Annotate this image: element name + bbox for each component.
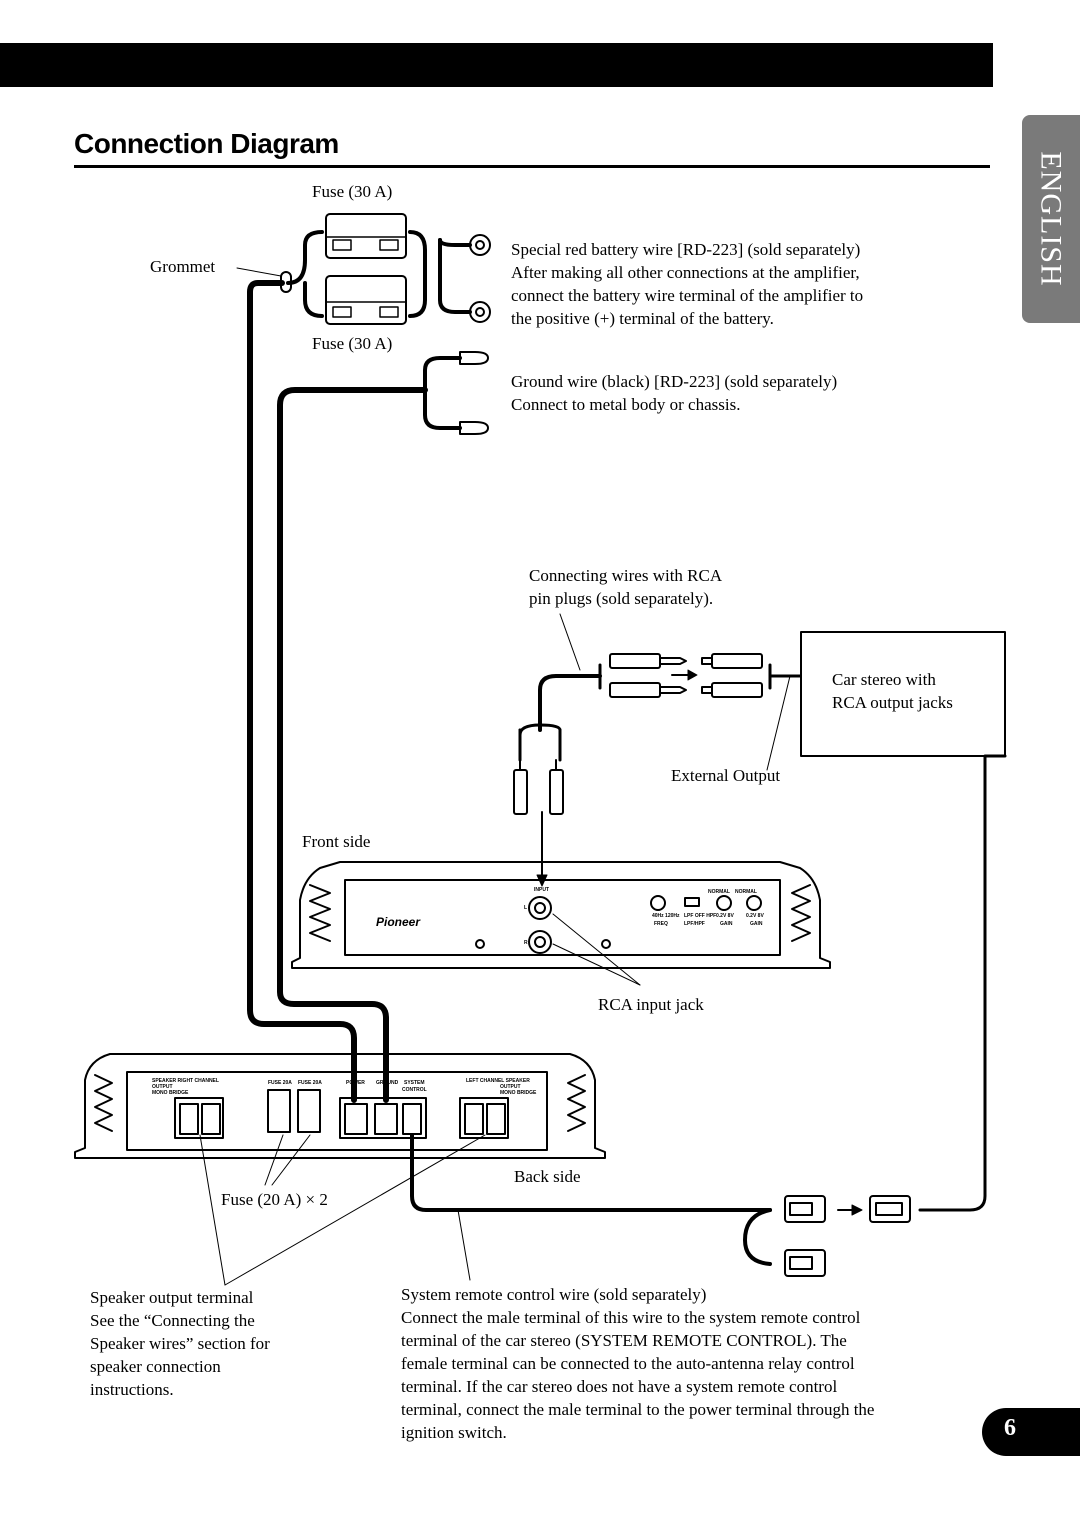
remote-line: terminal. If the car stereo does not have a system remote control	[401, 1377, 838, 1396]
rca-wires-line: pin plugs (sold separately).	[529, 589, 714, 608]
red-wire-line: Special red battery wire [RD-223] (sold separately)	[511, 240, 861, 259]
remote-wire-note	[401, 1283, 991, 1444]
amp-gain-r: GAIN	[750, 921, 763, 927]
page-number: 6	[1004, 1415, 1016, 1441]
amp-gain-values: 0.2V 8V	[716, 913, 734, 919]
grommet-label: Grommet	[150, 257, 216, 276]
front-side-label: Front side	[302, 832, 371, 851]
amp-gain-l: GAIN	[720, 921, 733, 927]
back-speaker-right: SPEAKER RIGHT CHANNEL	[152, 1078, 219, 1084]
language-tab-label: ENGLISH	[1035, 151, 1069, 287]
speaker-line: Speaker wires” section for	[90, 1334, 270, 1353]
ground-line: Connect to metal body or chassis.	[511, 395, 741, 414]
ground-wire-note	[511, 370, 837, 416]
ring-terminal-bottom	[470, 302, 490, 322]
back-control: CONTROL	[402, 1087, 427, 1093]
back-mono-left: MONO BRIDGE	[500, 1090, 537, 1096]
speaker-output-note	[90, 1286, 270, 1401]
back-output-left: OUTPUT	[500, 1084, 521, 1090]
remote-connector-female	[870, 1196, 910, 1222]
page-title: Connection Diagram	[74, 128, 339, 159]
spade-terminal-bottom	[460, 422, 488, 434]
amp-normal-l: NORMAL	[708, 889, 730, 895]
rca-plugs-vertical	[514, 760, 563, 814]
speaker-line: See the “Connecting the	[90, 1311, 255, 1330]
amp-freq: FREQ	[654, 921, 668, 927]
car-stereo-label	[832, 668, 953, 714]
ring-terminal-top	[470, 235, 490, 255]
fuse-top-label: Fuse (30 A)	[312, 182, 393, 201]
remote-line: Connect the male terminal of this wire to the system remote control	[401, 1308, 861, 1327]
red-wire-line: the positive (+) terminal of the battery.	[511, 309, 774, 328]
spade-terminal-top	[460, 352, 488, 364]
amp-ch-r: R	[524, 940, 528, 946]
back-system: SYSTEM	[404, 1080, 425, 1086]
back-fuse-1: FUSE 20A	[268, 1080, 292, 1086]
amp-normal-r: NORMAL	[735, 889, 757, 895]
remote-line: terminal, connect the male terminal to the power terminal through the	[401, 1400, 875, 1419]
ground-line: Ground wire (black) [RD-223] (sold separately)	[511, 372, 838, 391]
rca-input-jack-label: RCA input jack	[598, 995, 704, 1014]
amp-input-label: INPUT	[534, 887, 549, 893]
rca-wires-line: Connecting wires with RCA	[529, 566, 723, 585]
amp-gain-values-2: 0.2V 8V	[746, 913, 764, 919]
red-wire-line: After making all other connections at the amplifier,	[511, 263, 860, 282]
fuse-holder-bottom	[326, 276, 406, 324]
amp-ch-l: L	[524, 905, 528, 911]
ground-wire	[280, 390, 425, 1100]
remote-connector-aux	[785, 1250, 825, 1276]
power-wire	[250, 283, 354, 1100]
back-side-label: Back side	[514, 1167, 581, 1186]
amp-brand: Pioneer	[376, 915, 421, 929]
speaker-line: Speaker output terminal	[90, 1288, 254, 1307]
red-wire-line: connect the battery wire terminal of the amplifier to	[511, 286, 864, 305]
external-output-label: External Output	[671, 766, 781, 785]
remote-line: female terminal can be connected to the auto-antenna relay control	[401, 1354, 855, 1373]
back-fuse-2: FUSE 20A	[298, 1080, 322, 1086]
amp-freq-values: 40Hz 120Hz	[652, 913, 680, 919]
rca-cable	[540, 676, 600, 730]
car-stereo-line: Car stereo with	[832, 670, 936, 689]
car-stereo-line: RCA output jacks	[832, 693, 953, 712]
remote-connector-male	[785, 1196, 825, 1222]
speaker-line: instructions.	[90, 1380, 174, 1399]
red-wire-note	[511, 238, 863, 330]
amp-lpf-hpf: LPF/HPF	[684, 921, 705, 927]
fuse-holder-top	[326, 214, 406, 258]
back-output-right: OUTPUT	[152, 1084, 173, 1090]
rca-plugs-right	[702, 654, 762, 697]
fuse-bottom-label: Fuse (30 A)	[312, 334, 393, 353]
back-ground: GROUND	[376, 1080, 399, 1086]
fuse-20-label: Fuse (20 A) × 2	[221, 1190, 328, 1209]
remote-line: System remote control wire (sold separately)	[401, 1285, 707, 1304]
back-mono-right: MONO BRIDGE	[152, 1090, 189, 1096]
back-power: POWER	[346, 1080, 365, 1086]
amp-back	[75, 1054, 605, 1158]
amp-lpf-values: LPF OFF HPF	[684, 913, 717, 919]
speaker-line: speaker connection	[90, 1357, 221, 1376]
back-speaker-left: LEFT CHANNEL SPEAKER	[466, 1078, 530, 1084]
remote-line: terminal of the car stereo (SYSTEM REMOTE CONTROL). The	[401, 1331, 847, 1350]
remote-line: ignition switch.	[401, 1423, 507, 1442]
rca-wires-note	[529, 564, 722, 610]
